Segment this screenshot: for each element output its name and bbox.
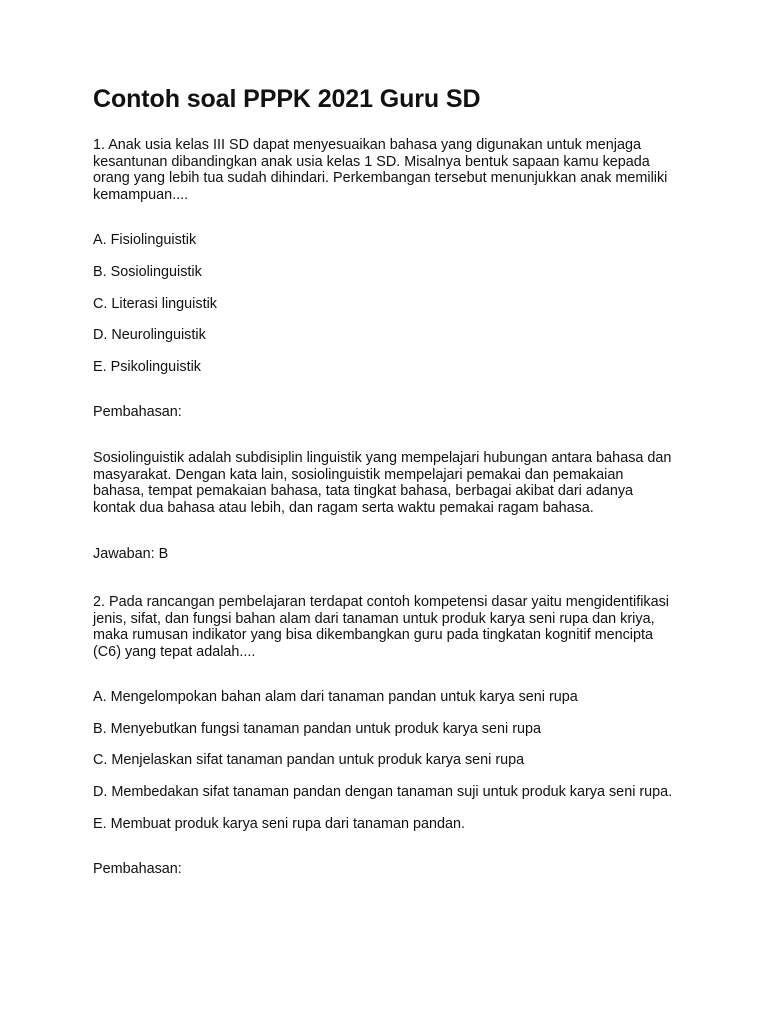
q2-option-e: E. Membuat produk karya seni rupa dari tanaman pandan. <box>93 815 465 832</box>
page-title: Contoh soal PPPK 2021 Guru SD <box>93 85 481 113</box>
q2-option-b: B. Menyebutkan fungsi tanaman pandan untuk produk karya seni rupa <box>93 720 541 737</box>
q2-option-d: D. Membedakan sifat tanaman pandan dengan tanaman suji untuk produk karya seni rupa. <box>93 784 673 801</box>
q2-discussion-label: Pembahasan: <box>93 861 182 878</box>
q1-discussion-label: Pembahasan: <box>93 404 182 421</box>
q2-option-a: A. Mengelompokan bahan alam dari tanaman pandan untuk karya seni rupa <box>93 689 578 706</box>
q1-option-e: E. Psikolinguistik <box>93 358 201 375</box>
document-page <box>93 84 693 878</box>
q1-discussion-text: Sosiolinguistik adalah subdisiplin linguistik yang mempelajari hubungan antara bahasa dan masyarakat. Dengan kata lain, sosiolinguistik mempelajari pemakai dan pemakaian bahasa, tempat pemakaian bahasa, tata tingkat bahasa, berbagai akibat dari adanya kontak dua bahasa atau lebih, dan ragam serta waktu pemakai ragam bahasa. <box>93 449 672 516</box>
question-2-text: 2. Pada rancangan pembelajaran terdapat contoh kompetensi dasar yaitu mengidentifikasi jenis, sifat, dan fungsi bahan alam dari tanaman untuk produk karya seni rupa dan kriya, maka rumusan indikator yang bisa dikembangkan guru pada tingkatan kognitif mencipta (C6) yang tepat adalah.... <box>93 593 669 660</box>
q1-answer: Jawaban: B <box>93 546 169 563</box>
q1-option-a: A. Fisiolinguistik <box>93 232 197 249</box>
q1-option-b: B. Sosiolinguistik <box>93 263 202 280</box>
q1-option-c: C. Literasi linguistik <box>93 295 217 312</box>
q2-option-c: C. Menjelaskan sifat tanaman pandan untuk produk karya seni rupa <box>93 752 525 769</box>
q1-option-d: D. Neurolinguistik <box>93 327 206 344</box>
question-1-text: 1. Anak usia kelas III SD dapat menyesuaikan bahasa yang digunakan untuk menjaga kesantunan dibandingkan anak usia kelas 1 SD. Misalnya bentuk sapaan kamu kepada orang yang lebih tua sudah dihindari. Perkembangan tersebut menunjukkan anak memiliki kemampuan.... <box>93 137 668 203</box>
